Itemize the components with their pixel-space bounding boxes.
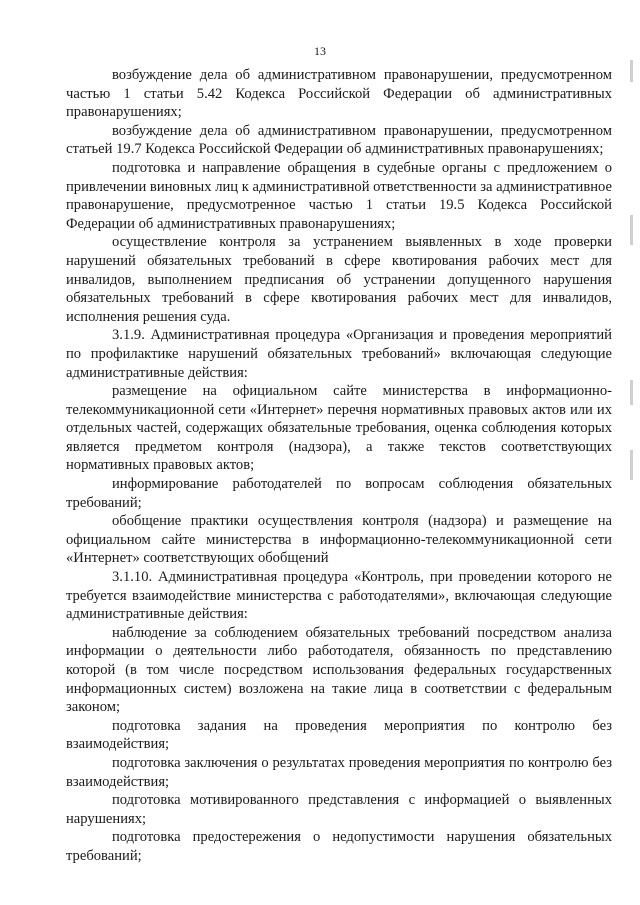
paragraph-control-elimination: осуществление контроля за устранением выявленных в ходе проверки нарушений обязательных требований в сфере квотирования рабочих мест для инвалидов, выполнением предписания об устранении допущенного нарушения обязательных требований в сфере квотирования рабочих мест для инвалидов, исполнения решения суда. [66,234,612,325]
paragraph-observation: наблюдение за соблюдением обязательных требований посредством анализа информации о деятельности либо работодателя, обязанность по представлению которой (в том числе посредством использования федеральных государственных информационных систем) возложена на такие лица в соответствии с федеральным законом; [66,624,612,716]
paragraph-publishing-acts: размещение на официальном сайте министерства в информационно-телекоммуникационной сети «Интернет» перечня нормативных правовых актов или их отдельных частей, содержащих обязательные требования, оценка соблюдения которых является предметом контроля (надзора), а также текстов соответствующих нормативных правовых актов; [66,383,612,474]
section-3-1-10-heading: 3.1.10. Административная процедура «Контроль, при проведении которого не требуется взаимодействие министерства с работодателями», включающая следующие административные действия: [66,569,612,623]
paragraph-court-appeal: подготовка и направление обращения в судебные органы с предложением о привлечении виновных лиц к административной ответственности за административное правонарушение, предусмотренное частью 1 статьи 19.5 Кодекса Российской Федерации об административных правонарушениях; [66,159,612,232]
scan-margin-mark [630,380,633,405]
paragraph-19-7: возбуждение дела об административном правонарушении, предусмотренном статьей 19.7 Кодекса Российской Федерации об административных правонарушениях; [66,122,612,158]
paragraph-5-42: возбуждение дела об административном правонарушении, предусмотренном частью 1 статьи 5.42 Кодекса Российской Федерации об административных правонарушениях; [66,67,612,121]
page-number: 13 [314,44,326,58]
document-body [66,66,612,866]
paragraph-motivated-representation: подготовка мотивированного представления с информацией о выявленных нарушениях; [66,792,612,827]
paragraph-practice-generalization: обобщение практики осуществления контроля (надзора) и размещение на официальном сайте министерства в информационно-телекоммуникационной сети «Интернет» соответствующих обобщений [66,513,612,567]
paragraph-informing-employers: информирование работодателей по вопросам соблюдения обязательных требований; [66,476,612,511]
scan-margin-mark [630,450,633,480]
paragraph-warning-preparation: подготовка предостережения о недопустимости нарушения обязательных требований; [66,829,612,864]
scan-margin-mark [630,60,633,82]
scan-margin-mark [630,215,633,245]
section-3-1-9-heading: 3.1.9. Административная процедура «Организация и проведения мероприятий по профилактике нарушений обязательных требований» включающая следующие административные действия: [66,327,612,381]
paragraph-conclusion-preparation: подготовка заключения о результатах проведения мероприятия по контролю без взаимодействия; [66,754,612,790]
paragraph-task-preparation: подготовка задания на проведения мероприятия по контролю без взаимодействия; [66,717,612,753]
